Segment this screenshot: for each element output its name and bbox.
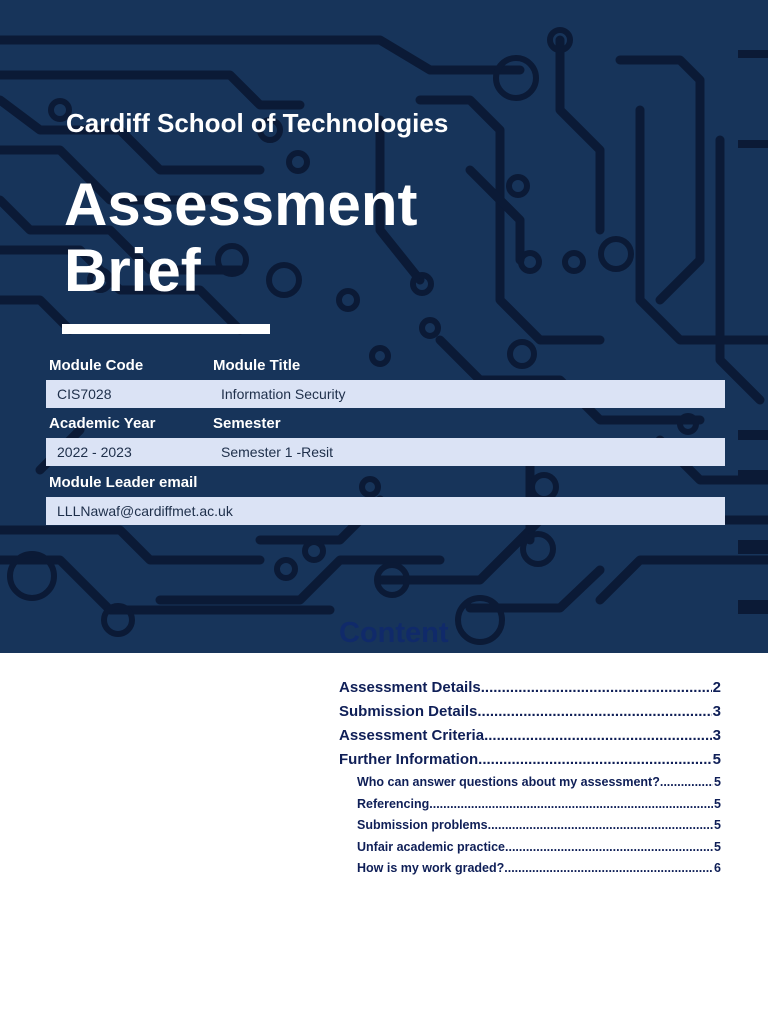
module-leader-email-label: Module Leader email — [49, 474, 198, 491]
toc-leader-dots — [481, 679, 712, 696]
toc-leader-dots — [429, 797, 713, 811]
module-leader-email-value: LLLNawaf@cardiffmet.ac.uk — [57, 503, 233, 519]
toc-entry-label: Assessment Details — [339, 679, 481, 696]
toc-entry[interactable] — [339, 744, 721, 768]
toc-entry[interactable] — [339, 768, 721, 789]
toc-entry-page: 5 — [714, 775, 721, 790]
toc-entry-page: 2 — [712, 679, 721, 696]
toc-leader-dots — [504, 861, 713, 875]
title-line-1: Assessment — [64, 171, 418, 238]
toc-leader-dots — [505, 840, 713, 854]
toc-entry-page: 5 — [714, 796, 721, 811]
school-name: Cardiff School of Technologies — [66, 108, 449, 138]
leader-row — [46, 497, 725, 525]
toc-entry-page: 3 — [712, 703, 721, 720]
module-code-value: CIS7028 — [57, 386, 112, 402]
toc-entry[interactable] — [339, 811, 721, 832]
toc-entry-page: 5 — [714, 818, 721, 833]
toc-entry[interactable] — [339, 696, 721, 720]
module-row — [46, 380, 725, 408]
toc-entry-label: Who can answer questions about my assessment? — [357, 775, 660, 790]
toc-entry-label: Unfair academic practice — [357, 839, 505, 854]
toc-entry[interactable] — [339, 672, 721, 696]
academic-year-value: 2022 - 2023 — [57, 444, 132, 460]
module-title-label: Module Title — [213, 357, 301, 374]
toc-entry[interactable] — [339, 832, 721, 853]
toc-entry-page: 3 — [712, 727, 721, 744]
academic-year-label: Academic Year — [49, 415, 156, 432]
title-underline — [62, 324, 270, 334]
table-of-contents — [339, 672, 721, 875]
toc-leader-dots — [484, 727, 712, 744]
toc-entry[interactable] — [339, 789, 721, 810]
title-line-2: Brief — [64, 237, 201, 304]
toc-entry-page: 5 — [714, 839, 721, 854]
document-title — [64, 172, 418, 304]
semester-value: Semester 1 -Resit — [221, 444, 334, 460]
toc-entry-page: 6 — [714, 860, 721, 875]
toc-leader-dots — [488, 818, 713, 832]
module-code-label: Module Code — [49, 357, 144, 374]
toc-entry-page: 5 — [712, 751, 721, 768]
toc-leader-dots — [478, 751, 711, 768]
toc-entry-label: Referencing — [357, 796, 430, 811]
toc-entry-label: Submission problems — [357, 818, 488, 833]
toc-entry-label: Assessment Criteria — [339, 727, 485, 744]
toc-entry[interactable] — [339, 854, 721, 875]
toc-leader-dots — [660, 775, 713, 789]
toc-entry-label: How is my work graded? — [357, 860, 505, 875]
toc-entry-label: Submission Details — [339, 703, 478, 720]
toc-entry-label: Further Information — [339, 751, 479, 768]
toc-entry[interactable] — [339, 720, 721, 744]
toc-leader-dots — [477, 703, 711, 720]
module-title-value: Information Security — [221, 386, 346, 402]
year-row — [46, 438, 725, 466]
contents-heading: Content — [339, 617, 449, 649]
semester-label: Semester — [213, 415, 281, 432]
